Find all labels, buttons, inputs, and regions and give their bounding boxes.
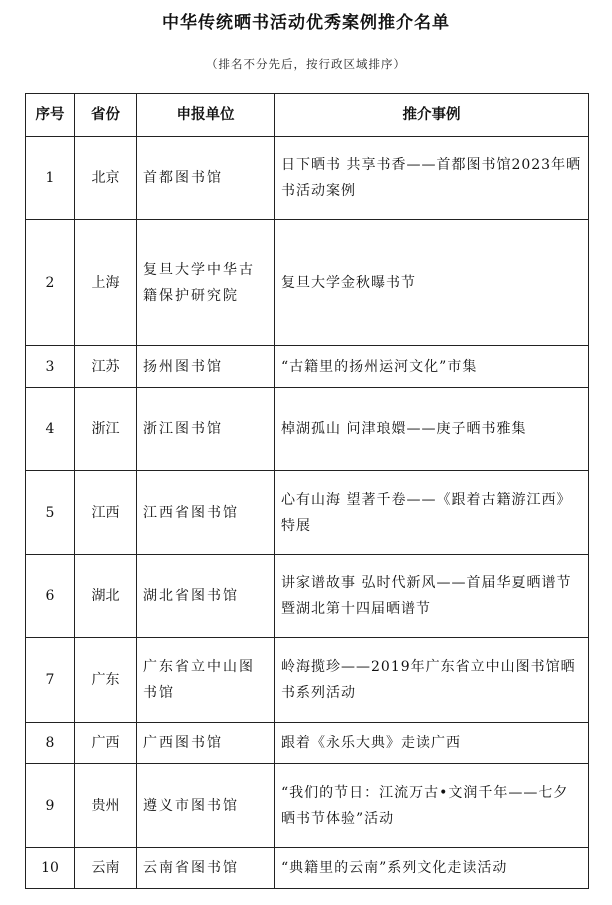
row-case: 心有山海 望著千卷——《跟着古籍游江西》特展 — [275, 471, 589, 555]
row-num: 1 — [26, 137, 75, 220]
row-case: 讲家谱故事 弘时代新风——首届华夏晒谱节暨湖北第十四届晒谱节 — [275, 555, 589, 638]
row-case: “古籍里的扬州运河文化”市集 — [275, 346, 589, 388]
header-case: 推介事例 — [275, 94, 589, 137]
table-row — [26, 848, 589, 889]
row-province: 云南 — [75, 848, 137, 889]
row-num: 8 — [26, 723, 75, 764]
row-province: 北京 — [75, 137, 137, 220]
table-row — [26, 137, 589, 220]
row-unit: 湖北省图书馆 — [137, 555, 275, 638]
row-unit: 江西省图书馆 — [137, 471, 275, 555]
table-row — [26, 346, 589, 388]
row-case: 复旦大学金秋曝书节 — [275, 220, 589, 346]
row-unit: 广西图书馆 — [137, 723, 275, 764]
row-unit: 首都图书馆 — [137, 137, 275, 220]
header-unit: 申报单位 — [137, 94, 275, 137]
row-num: 7 — [26, 638, 75, 723]
row-province: 广东 — [75, 638, 137, 723]
table-row — [26, 555, 589, 638]
row-province: 上海 — [75, 220, 137, 346]
table-row — [26, 388, 589, 471]
row-num: 2 — [26, 220, 75, 346]
header-province: 省份 — [75, 94, 137, 137]
row-num: 10 — [26, 848, 75, 889]
row-province: 江西 — [75, 471, 137, 555]
row-province: 广西 — [75, 723, 137, 764]
row-case: 岭海揽珍——2019年广东省立中山图书馆晒书系列活动 — [275, 638, 589, 723]
header-num: 序号 — [26, 94, 75, 137]
row-province: 浙江 — [75, 388, 137, 471]
document-subtitle: （排名不分先后，按行政区域排序） — [206, 57, 406, 71]
table-header-row — [26, 94, 589, 137]
table-row — [26, 764, 589, 848]
table-row — [26, 723, 589, 764]
row-province: 湖北 — [75, 555, 137, 638]
row-case: 日下晒书 共享书香——首都图书馆2023年晒书活动案例 — [275, 137, 589, 220]
table-row — [26, 471, 589, 555]
row-unit: 浙江图书馆 — [137, 388, 275, 471]
recommendation-table — [25, 93, 589, 889]
row-case: “我们的节日：江流万古•文润千年——七夕晒书节体验”活动 — [275, 764, 589, 848]
row-unit: 复旦大学中华古籍保护研究院 — [137, 220, 275, 346]
row-case: “典籍里的云南”系列文化走读活动 — [275, 848, 589, 889]
row-num: 9 — [26, 764, 75, 848]
row-unit: 云南省图书馆 — [137, 848, 275, 889]
row-num: 3 — [26, 346, 75, 388]
row-unit: 广东省立中山图书馆 — [137, 638, 275, 723]
row-province: 贵州 — [75, 764, 137, 848]
row-num: 6 — [26, 555, 75, 638]
row-case: 棹湖孤山 问津琅嬛——庚子晒书雅集 — [275, 388, 589, 471]
row-unit: 扬州图书馆 — [137, 346, 275, 388]
row-num: 5 — [26, 471, 75, 555]
row-case: 跟着《永乐大典》走读广西 — [275, 723, 589, 764]
row-unit: 遵义市图书馆 — [137, 764, 275, 848]
row-num: 4 — [26, 388, 75, 471]
row-province: 江苏 — [75, 346, 137, 388]
document-title: 中华传统晒书活动优秀案例推介名单 — [162, 13, 450, 33]
table-row — [26, 220, 589, 346]
table-row — [26, 638, 589, 723]
